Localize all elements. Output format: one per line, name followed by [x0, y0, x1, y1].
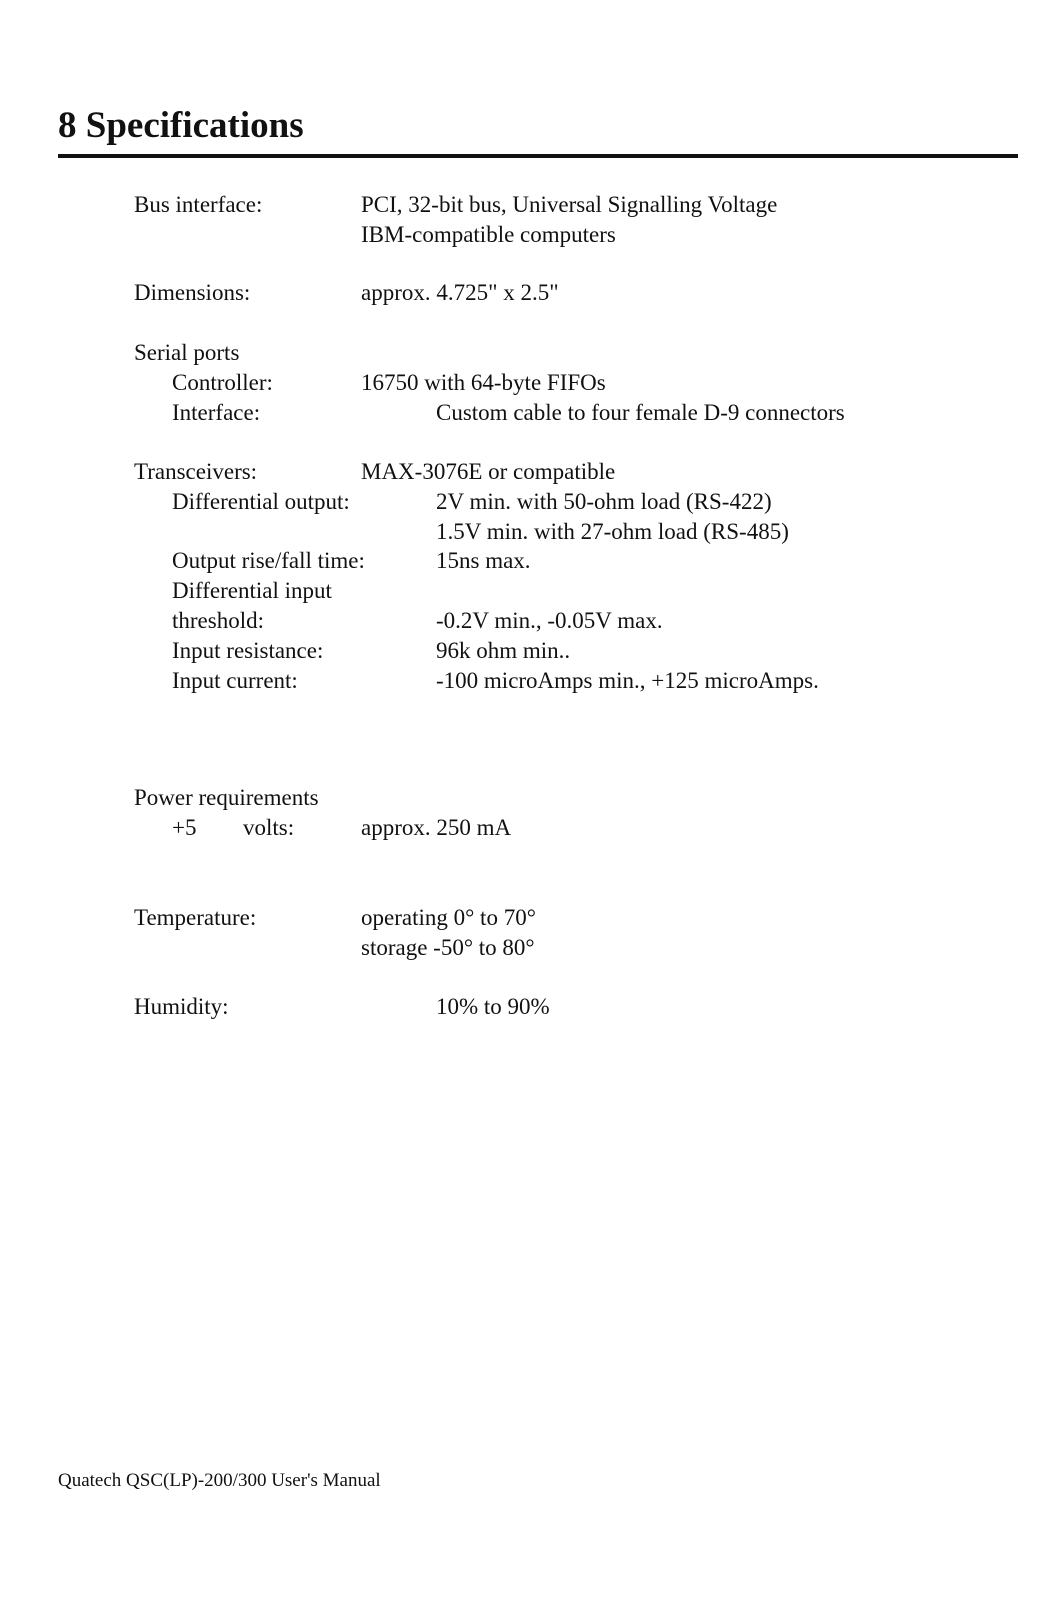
power-label: Power requirements	[134, 785, 319, 810]
temperature-label: Temperature:	[134, 905, 257, 930]
rise-fall-label: Output rise/fall time:	[172, 548, 365, 573]
interface-label: Interface:	[172, 400, 261, 425]
bus-interface-value: PCI, 32-bit bus, Universal Signalling Voltage	[361, 192, 778, 217]
differential-input-label: Differential input	[172, 578, 332, 603]
controller-value: 16750 with 64-byte FIFOs	[361, 370, 606, 395]
dimensions-label: Dimensions:	[134, 280, 251, 305]
title-rule	[58, 154, 1018, 158]
threshold-label: threshold:	[172, 608, 264, 633]
threshold-value: -0.2V min., -0.05V max.	[436, 608, 663, 633]
transceivers-label: Transceivers:	[134, 459, 258, 484]
differential-output-label: Differential output:	[172, 489, 350, 514]
bus-interface-value-2: IBM-compatible computers	[361, 222, 616, 247]
page-footer: Quatech QSC(LP)-200/300 User's Manual	[58, 1470, 381, 1491]
power-volts-label: volts:	[243, 815, 295, 840]
input-resistance-value: 96k ohm min..	[436, 638, 571, 663]
input-resistance-label: Input resistance:	[172, 638, 324, 663]
transceivers-value: MAX-3076E or compatible	[361, 459, 616, 484]
power-voltage: +5	[172, 815, 197, 840]
input-current-value: -100 microAmps min., +125 microAmps.	[436, 668, 819, 693]
temperature-storage: storage -50° to 80°	[361, 935, 535, 960]
bus-interface-label: Bus interface:	[134, 192, 263, 217]
section-title: 8 Specifications	[58, 105, 304, 146]
differential-output-value: 2V min. with 50-ohm load (RS-422)	[436, 489, 772, 514]
input-current-label: Input current:	[172, 668, 298, 693]
humidity-label: Humidity:	[134, 994, 229, 1019]
controller-label: Controller:	[172, 370, 273, 395]
rise-fall-value: 15ns max.	[436, 548, 531, 573]
differential-output-value-2: 1.5V min. with 27-ohm load (RS-485)	[436, 519, 789, 544]
power-value: approx. 250 mA	[361, 815, 512, 840]
temperature-operating: operating 0° to 70°	[361, 905, 536, 930]
humidity-value: 10% to 90%	[436, 994, 550, 1019]
serial-ports-label: Serial ports	[134, 340, 240, 365]
dimensions-value: approx. 4.725" x 2.5"	[361, 280, 559, 305]
interface-value: Custom cable to four female D-9 connectors	[436, 400, 845, 425]
